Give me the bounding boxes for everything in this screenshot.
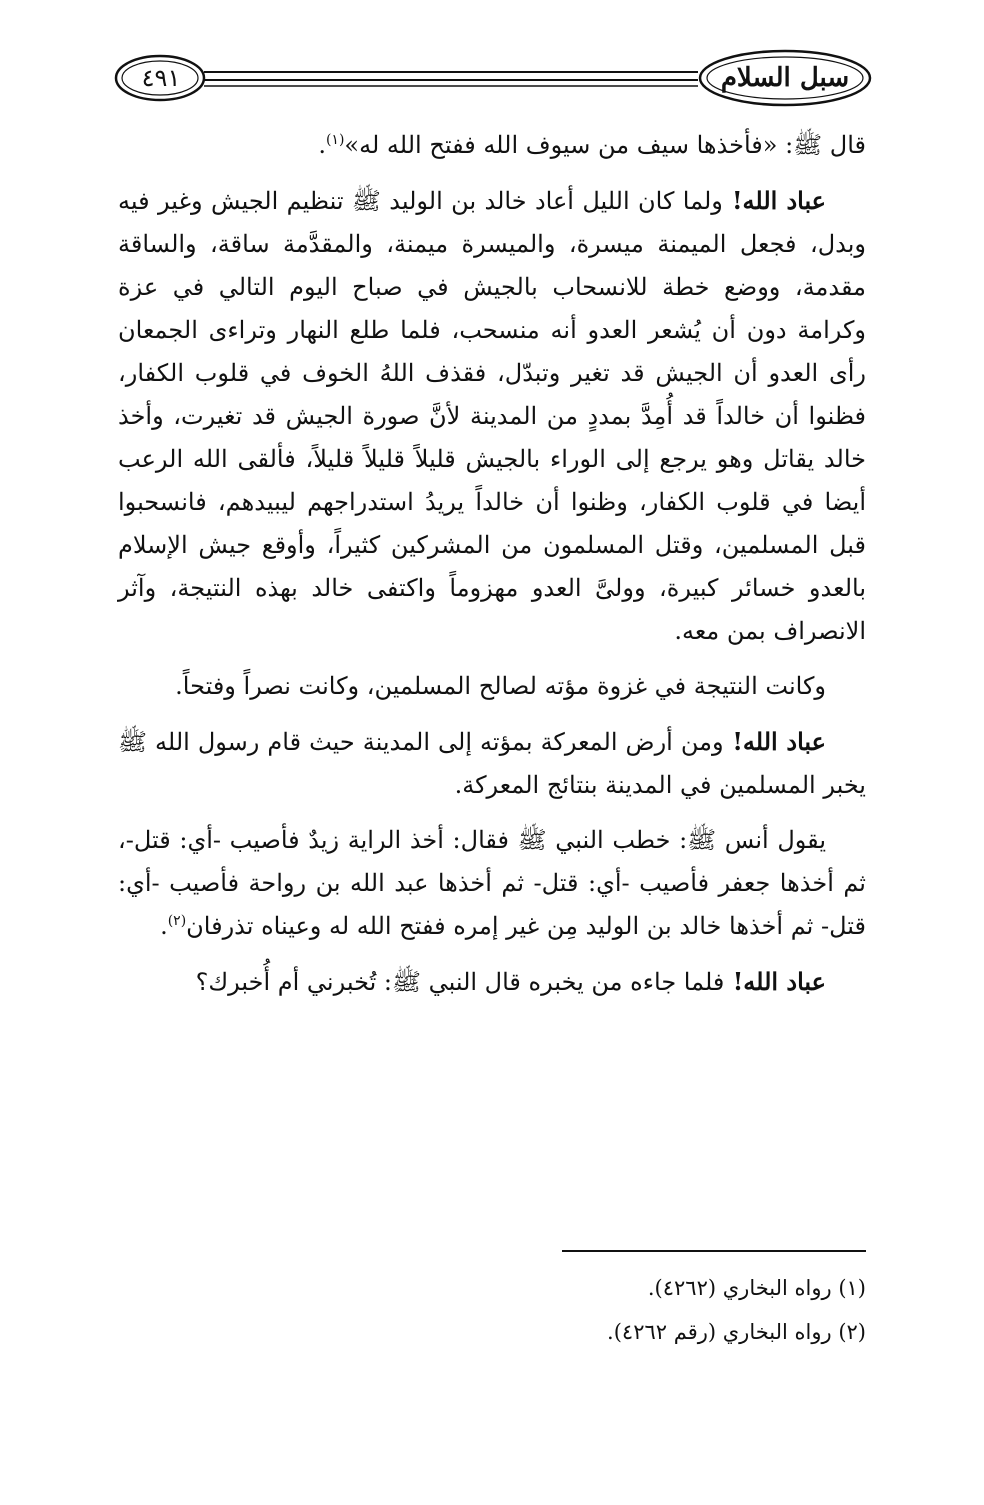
paragraph-tail: . <box>160 912 168 940</box>
footnote-ref: (١) <box>325 132 345 148</box>
footnote-divider <box>562 1250 866 1252</box>
paragraph <box>118 665 866 708</box>
page-header <box>112 42 872 114</box>
paragraph-text: فلما جاءه من يخبره قال النبي ﷺ: تُخبرني أم أُخبرك؟ <box>195 968 725 996</box>
paragraph-text: قال ﷺ: «فأخذها سيف من سيوف الله ففتح الله له» <box>344 131 866 159</box>
paragraph-lead: عباد الله! <box>723 727 826 756</box>
paragraph <box>118 819 866 948</box>
footnote: (١) رواه البخاري (٤٢٦٢). <box>647 1276 866 1300</box>
footnotes <box>118 1266 866 1354</box>
footnote-ref: (٢) <box>167 913 187 929</box>
paragraph-text: ومن أرض المعركة بمؤته إلى المدينة حيث قام رسول الله ﷺ يخبر المسلمين في المدينة بنتائج المعركة. <box>118 728 866 799</box>
paragraph <box>118 179 866 653</box>
paragraph-tail: . <box>318 131 326 159</box>
paragraph-text: يقول أنس ﷺ: خطب النبي ﷺ فقال: أخذ الراية زيدٌ فأصيب -أي: قتل-، ثم أخذها جعفر فأصيب -أي: قتل- ثم أخذها عبد الله بن رواحة فأصيب -أي: قتل- ثم أخذها خالد بن الوليد مِن غير إمره ففتح الله له وعيناه تذرفان <box>118 826 866 940</box>
paragraph <box>118 720 866 807</box>
main-text <box>118 124 866 1016</box>
book-title: سبل السلام <box>720 63 850 93</box>
paragraph-text: ولما كان الليل أعاد خالد بن الوليد ﷺ تنظيم الجيش وغير فيه وبدل، فجعل الميمنة ميسرة، والميسرة ميمنة، والمقدَّمة ساقة، والساقة مقدمة، ووضع خطة للانسحاب بالجيش في صباح اليوم التالي في عزة وكرامة دون أن يُشعر العدو أنه منسحب، فلما طلع النهار وتراءى الجمعان رأى العدو أن الجيش قد تغير وتبدّل، فقذف اللهُ الخوف في قلوب الكفار، فظنوا أن خالداً قد أُمِدَّ بمددٍ من المدينة لأنَّ صورة الجيش قد تغيرت، وأخذ خالد يقاتل وهو يرجع إلى الوراء بالجيش قليلاً قليلاً قليلاً، فألقى الله الرعب أيضا في قلوب الكفار، وظنوا أن خالداً يريدُ استدراجهم ليبيدهم، فانسحبوا قبل المسلمين، وقتل المسلمون من المشركين كثيراً، وأوقع جيش الإسلام بالعدو خسائر كبيرة، وولىَّ العدو مهزوماً واكتفى خالد بهذه النتيجة، وآثر الانصراف بمن معه. <box>118 187 866 645</box>
footnote: (٢) رواه البخاري (رقم ٤٢٦٢). <box>607 1320 866 1344</box>
paragraph <box>118 124 866 167</box>
page-number: ٤٩١ <box>141 64 181 92</box>
paragraph-lead: عباد الله! <box>724 967 826 996</box>
paragraph-text: وكانت النتيجة في غزوة مؤته لصالح المسلمين، وكانت نصراً وفتحاً. <box>175 672 826 700</box>
paragraph-lead: عباد الله! <box>722 186 827 215</box>
paragraph <box>118 960 866 1004</box>
